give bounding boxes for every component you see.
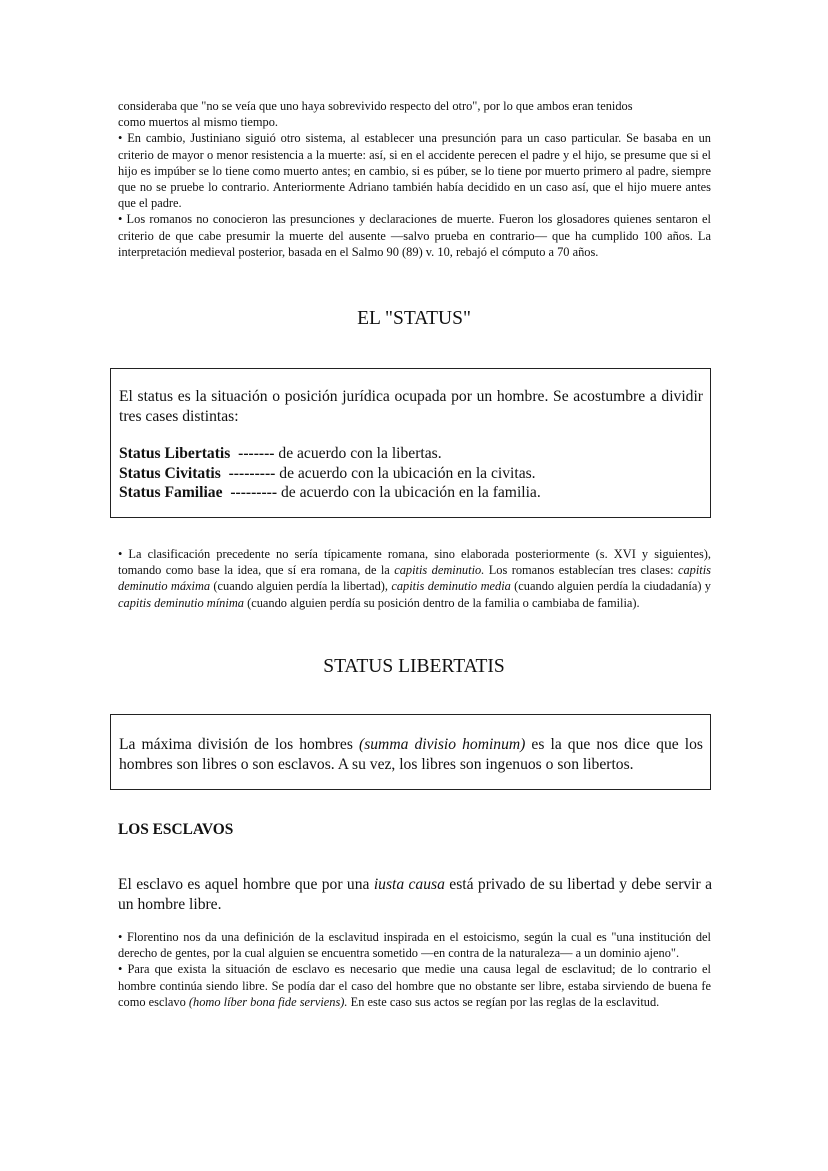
latin-term: (homo líber bona fide serviens). (188, 994, 348, 1009)
text-run: está privado de su libertad y debe servir a un hombre libre. (118, 876, 713, 913)
status-row (119, 444, 703, 464)
dash-separator: --------- (230, 484, 278, 502)
latin-term: capitis deminutio. (394, 563, 485, 578)
text-run: En este caso sus actos se regían por las reglas de la esclavitud. (347, 994, 660, 1009)
text-line: como muertos al mismo tiempo. (118, 115, 279, 130)
status-desc: de acuerdo con la ubicación en la civitas. (279, 464, 536, 482)
esclavos-title: LOS ESCLAVOS (118, 821, 234, 838)
status-desc: de acuerdo con la libertas. (278, 445, 442, 463)
text-run: La máxima división de los hombres (119, 736, 359, 753)
status-libertatis-heading: STATUS LIBERTATIS (323, 656, 505, 677)
text-line: consideraba que "no se veía que uno haya sobrevivido respecto del otro", por lo que ambos eran tenidos (118, 99, 633, 113)
status-term: Status Libertatis (119, 445, 231, 463)
status-heading: EL "STATUS" (357, 308, 471, 329)
bullet-paragraph: • En cambio, Justiniano siguió otro sistema, al establecer una presunción para un caso particular. Se basaba en un criterio de mayor o menor resistencia a la muerte: así, si en el accidente perecen el padre y el hijo, se presume que si el hijo es impúber se lo tiene como muerto antes; en cambio, si es púber, se lo tiene por muerto primero al padre, siempre que no se pruebe lo contrario. Anteriormente Adriano también había decidido en un caso así, que el hijo muere antes que el padre. (118, 131, 711, 211)
text-run: (cuando alguien perdía la libertad), (210, 579, 392, 594)
esclavo-definition (118, 875, 712, 914)
dash-separator: --------- (228, 464, 276, 482)
text-run: • La clasificación precedente no sería típicamente romana, sino elaborada posteriormente (s. XVI y siguientes), tomando como base la idea, que sí era romana, de la (118, 547, 711, 578)
bullet-paragraph (118, 961, 711, 1010)
text-run: Los romanos establecían tres clases: (484, 563, 678, 578)
top-paragraph (118, 98, 711, 260)
text-run: (cuando alguien perdía la ciudadanía) y (510, 579, 712, 594)
status-definition-box (110, 368, 711, 518)
status-term: Status Civitatis (119, 464, 221, 482)
text-run: El esclavo es aquel hombre que por una (118, 876, 374, 893)
status-row (119, 464, 703, 484)
latin-term: capitis deminutio máxima (118, 563, 711, 594)
bullet-paragraph: • Los romanos no conocieron las presunciones y declaraciones de muerte. Fueron los glosadores quienes sentaron el criterio de que cabe presumir la muerte del ausente —salvo prueba en contrario— que ha cumplido 100 años. La interpretación medieval posterior, basada en el Salmo 90 (89) v. 10, rebajó el cómputo a 70 años. (118, 212, 711, 259)
text-run: es la que nos dice que los hombres son libres o son esclavos. A su vez, los libres son ingenuos o son libertos. (119, 736, 703, 773)
latin-term: iusta causa (373, 876, 445, 893)
latin-term: capitis deminutio mínima (118, 595, 244, 610)
libertatis-text (119, 735, 703, 774)
bullet-paragraph: • Florentino nos da una definición de la esclavitud inspirada en el estoicismo, según la cual es "una institución del derecho de gentes, por la cual alguien se encuentra sometido —en contra de la naturaleza— a un dominio ajeno". (118, 930, 711, 961)
status-term: Status Familiae (119, 484, 223, 502)
status-row (119, 483, 703, 503)
latin-term: capitis deminutio media (391, 579, 511, 594)
dash-separator: ------- (238, 445, 275, 463)
text-run: (cuando alguien perdía su posición dentro de la familia o cambiaba de familia). (243, 595, 640, 610)
text-run: • Para que exista la situación de esclavo es necesario que medie una causa legal de esclavitud; de lo contrario el hombre continúa siendo libre. Se podía dar el caso del hombre que no obstante ser libre, estaba sirviendo de buena fe como esclavo (118, 962, 711, 1009)
status-desc: de acuerdo con la ubicación en la familia. (280, 484, 541, 502)
libertatis-box (110, 714, 711, 790)
latin-term: (summa divisio hominum) (359, 736, 526, 753)
classification-paragraph (118, 546, 711, 611)
bottom-paragraphs (118, 929, 711, 1010)
status-intro: El status es la situación o posición jurídica ocupada por un hombre. Se acostumbre a dividir tres cases distintas: (119, 388, 703, 425)
